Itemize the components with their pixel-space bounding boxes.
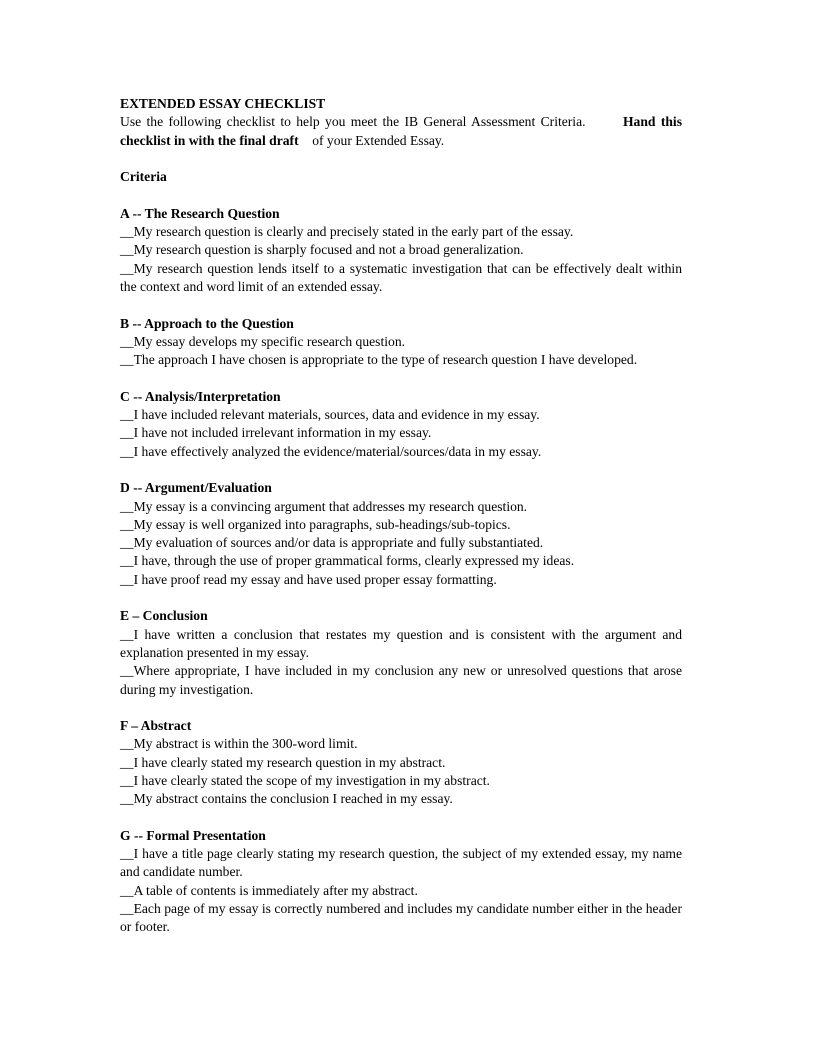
checklist-item: __I have clearly stated the scope of my investigation in my abstract. (120, 772, 490, 788)
checklist-item: __My research question lends itself to a systematic investigation that can be effectively dealt within the context and word limit of an extended essay. (120, 260, 682, 294)
section-heading: F – Abstract (120, 718, 192, 734)
checklist-item: __My essay develops my specific research question. (120, 333, 406, 349)
checklist-item: __Where appropriate, I have included in my conclusion any new or unresolved questions that arose during my investigation. (120, 663, 682, 697)
spacer (120, 809, 682, 827)
checklist-item: __I have proof read my essay and have used proper essay formatting. (120, 571, 497, 587)
spacer (120, 369, 682, 387)
criteria-label: Criteria (120, 169, 167, 185)
checklist-item: __Each page of my essay is correctly numbered and includes my candidate number either in the header or footer. (120, 901, 682, 935)
intro-tail: of your Extended Essay. (312, 132, 445, 148)
checklist-item: __I have effectively analyzed the evidence/material/sources/data in my essay. (120, 443, 542, 459)
criteria-section (120, 607, 682, 698)
checklist-item: __My essay is a convincing argument that addresses my research question. (120, 498, 528, 514)
criteria-section (120, 205, 682, 296)
checklist-item: __My essay is well organized into paragraphs, sub-headings/sub-topics. (120, 516, 511, 532)
intro-text: Use the following checklist to help you meet the IB General Assessment Criteria. (120, 114, 586, 130)
criteria-section (120, 827, 682, 937)
criteria-section (120, 479, 682, 589)
section-heading: E – Conclusion (120, 608, 208, 624)
section-heading: A -- The Research Question (120, 205, 280, 221)
spacer (120, 150, 682, 168)
criteria-section (120, 388, 682, 461)
checklist-item: __I have not included irrelevant information in my essay. (120, 425, 432, 441)
document-page (120, 95, 682, 937)
section-heading: B -- Approach to the Question (120, 315, 294, 331)
section-heading: C -- Analysis/Interpretation (120, 388, 281, 404)
section-heading: D -- Argument/Evaluation (120, 480, 272, 496)
checklist-item: __I have included relevant materials, sources, data and evidence in my essay. (120, 407, 540, 423)
checklist-item: __A table of contents is immediately after my abstract. (120, 882, 418, 898)
checklist-item: __My research question is clearly and precisely stated in the early part of the essay. (120, 224, 574, 240)
criteria-section (120, 315, 682, 370)
spacer (120, 699, 682, 717)
checklist-item: __My abstract is within the 300-word limit. (120, 736, 358, 752)
checklist-item: __I have written a conclusion that restates my question and is consistent with the argument and explanation presented in my essay. (120, 626, 682, 660)
spacer (120, 589, 682, 607)
checklist-item: __My research question is sharply focused and not a broad generalization. (120, 242, 524, 258)
checklist-item: __I have a title page clearly stating my research question, the subject of my extended essay, my name and candidate number. (120, 846, 682, 880)
section-heading: G -- Formal Presentation (120, 827, 266, 843)
spacer (120, 461, 682, 479)
checklist-item: __I have, through the use of proper grammatical forms, clearly expressed my ideas. (120, 553, 575, 569)
checklist-item: __My evaluation of sources and/or data is appropriate and fully substantiated. (120, 535, 544, 551)
spacer (120, 186, 682, 204)
checklist-item: __My abstract contains the conclusion I reached in my essay. (120, 791, 453, 807)
document-title: EXTENDED ESSAY CHECKLIST (120, 96, 326, 111)
checklist-item: __I have clearly stated my research question in my abstract. (120, 754, 446, 770)
intro-bold-instruction: Hand this checklist in with the final draft (120, 114, 682, 148)
checklist-item: __The approach I have chosen is appropriate to the type of research question I have developed. (120, 352, 638, 368)
intro-paragraph (120, 113, 682, 150)
criteria-sections (120, 205, 682, 937)
criteria-section (120, 717, 682, 808)
spacer (120, 296, 682, 314)
